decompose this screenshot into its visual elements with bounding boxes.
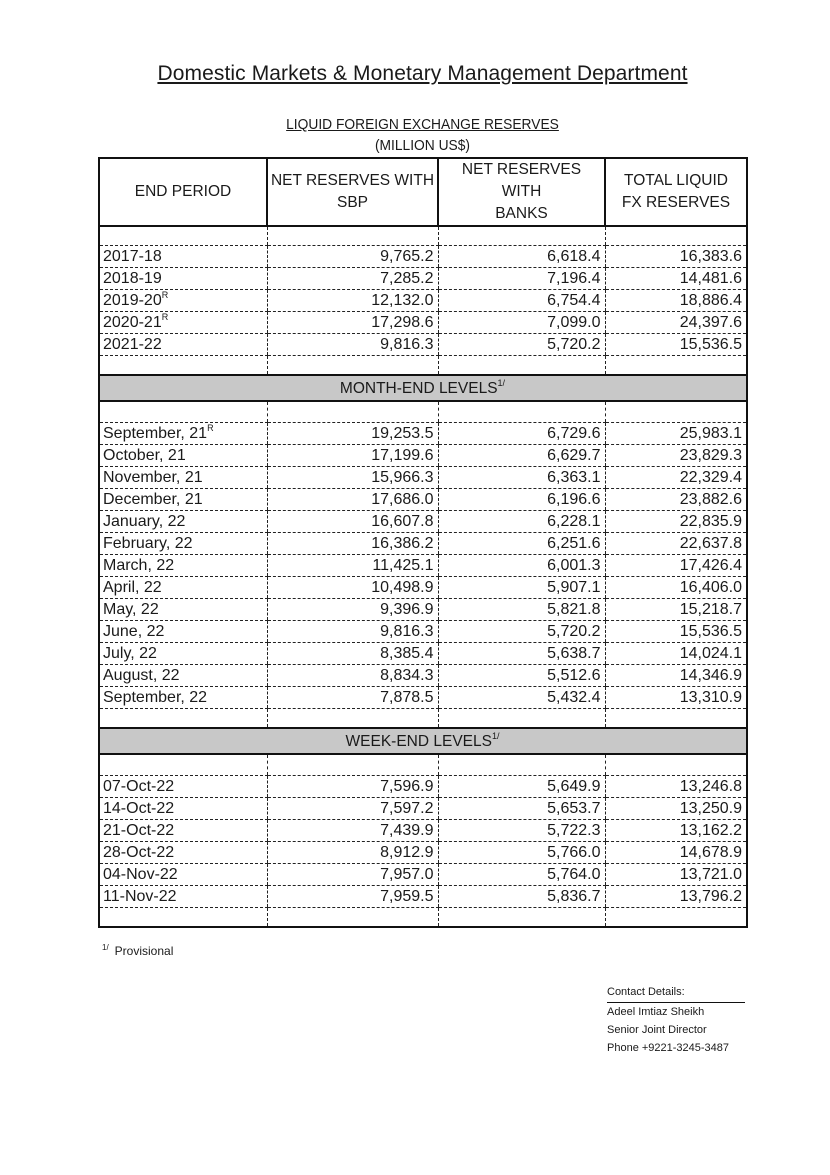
sbp-cell: 7,596.9 bbox=[267, 776, 438, 798]
sbp-cell: 8,834.3 bbox=[267, 665, 438, 687]
banks-cell: 5,764.0 bbox=[438, 864, 605, 886]
sbp-cell: 9,396.9 bbox=[267, 599, 438, 621]
blank-cell bbox=[267, 709, 438, 729]
total-cell: 15,536.5 bbox=[605, 334, 747, 356]
blank-row bbox=[99, 754, 747, 776]
revised-marker: R bbox=[161, 290, 169, 300]
blank-cell bbox=[99, 908, 267, 928]
sbp-cell: 16,386.2 bbox=[267, 533, 438, 555]
unit-label: (MILLION US$) bbox=[374, 137, 471, 154]
sbp-cell: 7,878.5 bbox=[267, 687, 438, 709]
footnote-marker: 1/ bbox=[102, 943, 109, 952]
total-cell: 22,835.9 bbox=[605, 511, 747, 533]
period-cell bbox=[99, 621, 267, 643]
table-row bbox=[99, 555, 747, 577]
blank-cell bbox=[267, 754, 438, 776]
section-label-text: WEEK-END LEVELS bbox=[345, 732, 492, 750]
table-row bbox=[99, 621, 747, 643]
period-cell bbox=[99, 533, 267, 555]
period-text: February, 22 bbox=[103, 535, 193, 552]
table-row bbox=[99, 577, 747, 599]
week-end-section-header bbox=[99, 728, 747, 754]
blank-cell bbox=[99, 401, 267, 423]
table-row bbox=[99, 246, 747, 268]
period-text: 2021-22 bbox=[103, 336, 162, 353]
table-row bbox=[99, 687, 747, 709]
banks-cell: 6,729.6 bbox=[438, 423, 605, 445]
period-text: 2017-18 bbox=[103, 248, 162, 265]
period-cell bbox=[99, 423, 267, 445]
period-cell bbox=[99, 643, 267, 665]
table-row bbox=[99, 489, 747, 511]
contact-title: Senior Joint Director bbox=[607, 1024, 707, 1036]
table-row bbox=[99, 445, 747, 467]
blank-cell bbox=[267, 401, 438, 423]
blank-cell bbox=[605, 754, 747, 776]
banks-cell: 7,099.0 bbox=[438, 312, 605, 334]
period-text: 14-Oct-22 bbox=[103, 800, 175, 817]
banks-cell: 5,653.7 bbox=[438, 798, 605, 820]
blank-cell bbox=[99, 356, 267, 376]
sbp-cell: 12,132.0 bbox=[267, 290, 438, 312]
banks-cell: 6,754.4 bbox=[438, 290, 605, 312]
banks-cell: 5,432.4 bbox=[438, 687, 605, 709]
banks-cell: 5,720.2 bbox=[438, 334, 605, 356]
col-header-total-liquid bbox=[605, 158, 747, 226]
period-text: 11-Nov-22 bbox=[103, 888, 177, 905]
col-header-text: NET RESERVES WITH bbox=[270, 172, 435, 189]
table-row bbox=[99, 599, 747, 621]
total-cell: 15,218.7 bbox=[605, 599, 747, 621]
period-text: September, 22 bbox=[103, 689, 208, 706]
col-header-text: END PERIOD bbox=[134, 183, 232, 200]
blank-cell bbox=[605, 356, 747, 376]
period-cell bbox=[99, 820, 267, 842]
footnote-ref: 1/ bbox=[491, 730, 500, 741]
period-text: August, 22 bbox=[103, 667, 180, 684]
blank-cell bbox=[438, 356, 605, 376]
total-cell: 14,481.6 bbox=[605, 268, 747, 290]
period-text: 2018-19 bbox=[103, 270, 162, 287]
blank-cell bbox=[605, 226, 747, 246]
col-header-text: BANKS bbox=[495, 205, 548, 222]
col-header-text: FX RESERVES bbox=[621, 194, 731, 211]
total-cell: 14,678.9 bbox=[605, 842, 747, 864]
banks-cell: 5,836.7 bbox=[438, 886, 605, 908]
sbp-cell: 7,959.5 bbox=[267, 886, 438, 908]
total-cell: 13,796.2 bbox=[605, 886, 747, 908]
col-header-end-period bbox=[99, 158, 267, 226]
period-text: 28-Oct-22 bbox=[103, 844, 175, 861]
period-cell bbox=[99, 246, 267, 268]
period-cell bbox=[99, 290, 267, 312]
sbp-cell: 19,253.5 bbox=[267, 423, 438, 445]
section-label bbox=[99, 375, 747, 401]
period-text: January, 22 bbox=[103, 513, 186, 530]
total-cell: 17,426.4 bbox=[605, 555, 747, 577]
department-title: Domestic Markets & Monetary Management Department bbox=[157, 62, 688, 85]
footnote-text: Provisional bbox=[114, 944, 174, 958]
table-row bbox=[99, 290, 747, 312]
contact-heading: Contact Details: bbox=[607, 983, 745, 1003]
period-cell bbox=[99, 555, 267, 577]
blank-row bbox=[99, 356, 747, 376]
period-cell bbox=[99, 489, 267, 511]
total-cell: 15,536.5 bbox=[605, 621, 747, 643]
period-cell bbox=[99, 577, 267, 599]
sbp-cell: 7,957.0 bbox=[267, 864, 438, 886]
table-row bbox=[99, 312, 747, 334]
sbp-cell: 8,912.9 bbox=[267, 842, 438, 864]
contact-name: Adeel Imtiaz Sheikh bbox=[607, 1006, 705, 1018]
blank-cell bbox=[438, 401, 605, 423]
sbp-cell: 8,385.4 bbox=[267, 643, 438, 665]
total-cell: 18,886.4 bbox=[605, 290, 747, 312]
blank-cell bbox=[438, 754, 605, 776]
blank-cell bbox=[605, 709, 747, 729]
total-cell: 16,406.0 bbox=[605, 577, 747, 599]
banks-cell: 6,228.1 bbox=[438, 511, 605, 533]
total-cell: 13,310.9 bbox=[605, 687, 747, 709]
banks-cell: 5,766.0 bbox=[438, 842, 605, 864]
period-text: May, 22 bbox=[103, 601, 159, 618]
period-text: April, 22 bbox=[103, 579, 162, 596]
total-cell: 23,829.3 bbox=[605, 445, 747, 467]
report-title: LIQUID FOREIGN EXCHANGE RESERVES bbox=[286, 116, 559, 133]
table-row bbox=[99, 467, 747, 489]
blank-row bbox=[99, 401, 747, 423]
revised-marker: R bbox=[161, 312, 169, 322]
table-body bbox=[99, 226, 747, 927]
period-cell bbox=[99, 268, 267, 290]
sbp-cell: 17,298.6 bbox=[267, 312, 438, 334]
col-header-text: TOTAL LIQUID bbox=[624, 172, 728, 189]
period-text: June, 22 bbox=[103, 623, 165, 640]
col-header-net-reserves-banks bbox=[438, 158, 605, 226]
banks-cell: 7,196.4 bbox=[438, 268, 605, 290]
period-cell bbox=[99, 687, 267, 709]
blank-cell bbox=[605, 908, 747, 928]
period-cell bbox=[99, 467, 267, 489]
section-label bbox=[99, 728, 747, 754]
sbp-cell: 7,597.2 bbox=[267, 798, 438, 820]
period-text: 2019-20 bbox=[103, 292, 162, 309]
blank-row bbox=[99, 226, 747, 246]
sbp-cell: 9,816.3 bbox=[267, 621, 438, 643]
blank-cell bbox=[267, 908, 438, 928]
month-end-section-header bbox=[99, 375, 747, 401]
total-cell: 14,346.9 bbox=[605, 665, 747, 687]
period-text: 21-Oct-22 bbox=[103, 822, 175, 839]
blank-row bbox=[99, 908, 747, 928]
blank-cell bbox=[267, 356, 438, 376]
period-cell bbox=[99, 334, 267, 356]
period-cell bbox=[99, 798, 267, 820]
total-cell: 13,162.2 bbox=[605, 820, 747, 842]
period-cell bbox=[99, 599, 267, 621]
revised-marker: R bbox=[207, 423, 214, 433]
blank-cell bbox=[99, 709, 267, 729]
period-cell bbox=[99, 776, 267, 798]
table-row bbox=[99, 268, 747, 290]
table-row bbox=[99, 842, 747, 864]
contact-phone: Phone +9221-3245-3487 bbox=[607, 1042, 730, 1054]
reserves-table bbox=[98, 157, 748, 928]
period-text: 04-Nov-22 bbox=[103, 866, 178, 883]
blank-cell bbox=[267, 226, 438, 246]
period-text: 07-Oct-22 bbox=[103, 778, 175, 795]
total-cell: 13,246.8 bbox=[605, 776, 747, 798]
banks-cell: 6,001.3 bbox=[438, 555, 605, 577]
sbp-cell: 15,966.3 bbox=[267, 467, 438, 489]
blank-cell bbox=[99, 226, 267, 246]
banks-cell: 5,722.3 bbox=[438, 820, 605, 842]
total-cell: 16,383.6 bbox=[605, 246, 747, 268]
table-row bbox=[99, 533, 747, 555]
period-text: March, 22 bbox=[103, 557, 175, 574]
banks-cell: 5,649.9 bbox=[438, 776, 605, 798]
sbp-cell: 17,199.6 bbox=[267, 445, 438, 467]
banks-cell: 6,251.6 bbox=[438, 533, 605, 555]
sbp-cell: 11,425.1 bbox=[267, 555, 438, 577]
period-cell bbox=[99, 445, 267, 467]
banks-cell: 5,720.2 bbox=[438, 621, 605, 643]
table-row bbox=[99, 643, 747, 665]
total-cell: 13,250.9 bbox=[605, 798, 747, 820]
sbp-cell: 9,816.3 bbox=[267, 334, 438, 356]
blank-row bbox=[99, 709, 747, 729]
period-text: July, 22 bbox=[103, 645, 157, 662]
banks-cell: 6,629.7 bbox=[438, 445, 605, 467]
table-row bbox=[99, 665, 747, 687]
sbp-cell: 10,498.9 bbox=[267, 577, 438, 599]
sbp-cell: 16,607.8 bbox=[267, 511, 438, 533]
table-row bbox=[99, 511, 747, 533]
period-cell bbox=[99, 312, 267, 334]
period-text: October, 21 bbox=[103, 447, 186, 464]
col-header-text: SBP bbox=[336, 194, 368, 211]
blank-cell bbox=[99, 754, 267, 776]
col-header-text: NET RESERVES WITH bbox=[461, 161, 582, 200]
sbp-cell: 17,686.0 bbox=[267, 489, 438, 511]
table-row bbox=[99, 798, 747, 820]
period-text: December, 21 bbox=[103, 491, 203, 508]
sbp-cell: 7,439.9 bbox=[267, 820, 438, 842]
blank-cell bbox=[438, 908, 605, 928]
period-cell bbox=[99, 511, 267, 533]
footnote-ref: 1/ bbox=[497, 377, 506, 388]
sbp-cell: 7,285.2 bbox=[267, 268, 438, 290]
period-cell bbox=[99, 842, 267, 864]
banks-cell: 6,618.4 bbox=[438, 246, 605, 268]
period-text: September, 21 bbox=[103, 425, 208, 442]
period-cell bbox=[99, 665, 267, 687]
table-row bbox=[99, 864, 747, 886]
total-cell: 14,024.1 bbox=[605, 643, 747, 665]
banks-cell: 5,821.8 bbox=[438, 599, 605, 621]
period-cell bbox=[99, 864, 267, 886]
table-row bbox=[99, 820, 747, 842]
blank-cell bbox=[438, 709, 605, 729]
table-row bbox=[99, 423, 747, 445]
banks-cell: 6,363.1 bbox=[438, 467, 605, 489]
total-cell: 24,397.6 bbox=[605, 312, 747, 334]
contact-details bbox=[607, 983, 745, 1057]
banks-cell: 5,907.1 bbox=[438, 577, 605, 599]
total-cell: 22,329.4 bbox=[605, 467, 747, 489]
total-cell: 23,882.6 bbox=[605, 489, 747, 511]
period-text: 2020-21 bbox=[103, 314, 162, 331]
total-cell: 13,721.0 bbox=[605, 864, 747, 886]
col-header-net-reserves-sbp bbox=[267, 158, 438, 226]
blank-cell bbox=[438, 226, 605, 246]
banks-cell: 5,638.7 bbox=[438, 643, 605, 665]
banks-cell: 6,196.6 bbox=[438, 489, 605, 511]
table-header-row bbox=[99, 158, 747, 226]
table-row bbox=[99, 776, 747, 798]
footnote bbox=[102, 944, 173, 958]
table-row bbox=[99, 334, 747, 356]
banks-cell: 5,512.6 bbox=[438, 665, 605, 687]
period-cell bbox=[99, 886, 267, 908]
period-text: November, 21 bbox=[103, 469, 203, 486]
sbp-cell: 9,765.2 bbox=[267, 246, 438, 268]
blank-cell bbox=[605, 401, 747, 423]
table-row bbox=[99, 886, 747, 908]
total-cell: 22,637.8 bbox=[605, 533, 747, 555]
section-label-text: MONTH-END LEVELS bbox=[339, 379, 498, 397]
total-cell: 25,983.1 bbox=[605, 423, 747, 445]
